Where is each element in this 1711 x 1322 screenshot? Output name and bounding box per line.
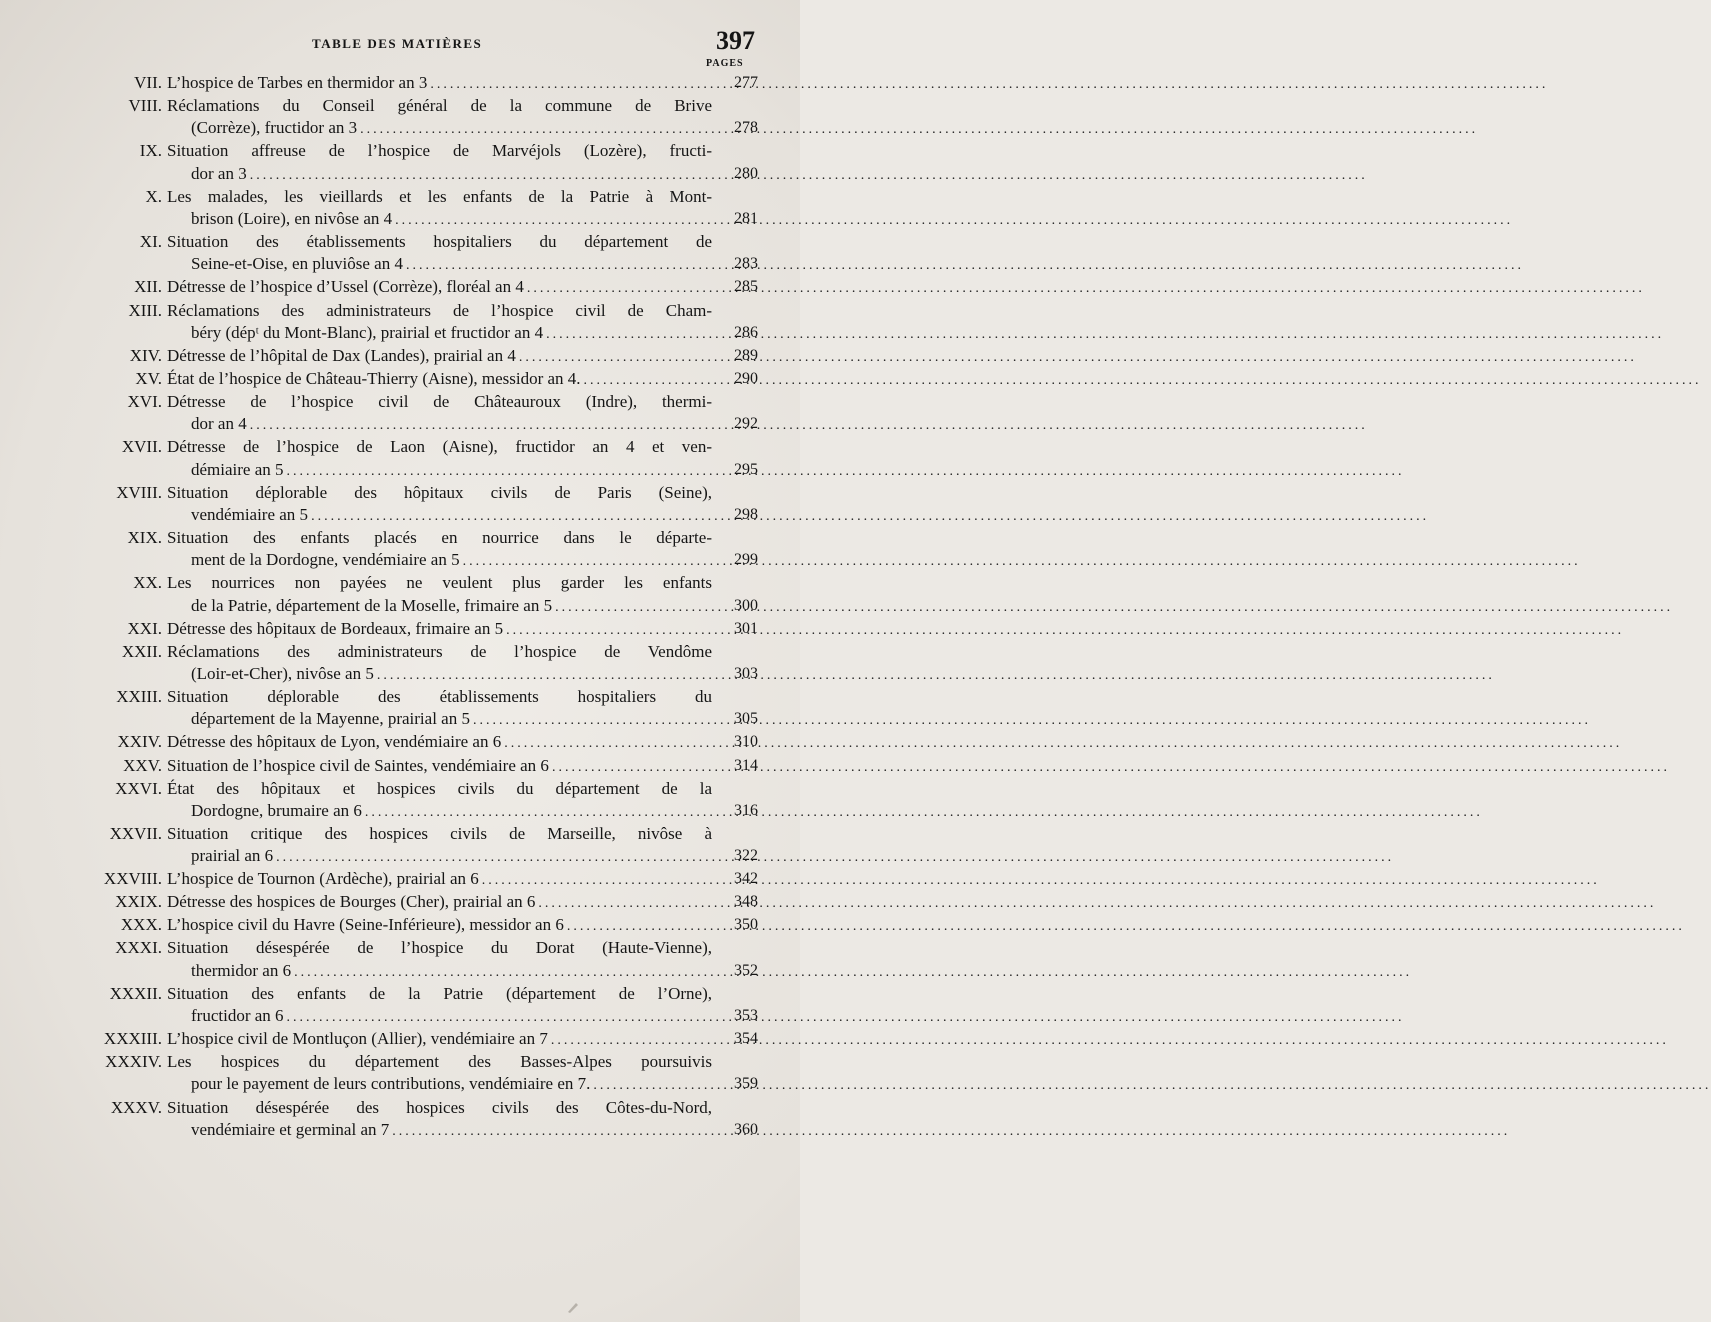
document-page [0, 0, 800, 1322]
toc-entry-line-text: Réclamations des administrateurs de l’hospice civil de Cham- [167, 300, 712, 320]
toc-entry-line [167, 1051, 712, 1073]
toc-entry [0, 755, 800, 777]
toc-entry-line-text: fructidor an 6 [191, 1006, 284, 1026]
toc-entry-page: 353 [734, 1007, 758, 1025]
toc-entry-page: 305 [734, 710, 758, 728]
toc-entry-line [167, 345, 712, 367]
toc-entry-number: XII. [134, 277, 162, 297]
toc-entry-number: XXXIV. [105, 1052, 162, 1072]
ink-mark-icon [566, 1300, 580, 1314]
toc-entry-line-text: L’hospice de Tarbes en thermidor an 3 [167, 73, 428, 92]
toc-entry-page: 280 [734, 164, 758, 182]
dot-leader [392, 1121, 1510, 1143]
toc-entry-line-text: Situation déplorable des hôpitaux civils de Paris (Seine), [167, 482, 712, 502]
toc-entry [0, 983, 800, 1028]
toc-entry-line [167, 1005, 712, 1027]
toc-entry-line [167, 549, 712, 571]
toc-entry-line-text: Seine-et-Oise, en pluviôse an 4 [191, 254, 403, 274]
toc-entry-title [167, 140, 712, 185]
toc-entry [0, 914, 800, 936]
toc-entry [0, 1051, 800, 1096]
toc-entry-line [167, 731, 712, 753]
toc-entry-line-text: département de la Mayenne, prairial an 5 [191, 709, 470, 729]
dot-leader [527, 278, 1645, 300]
toc-entry-page: 354 [734, 1030, 758, 1048]
toc-entry-line [167, 845, 712, 867]
toc-entry-title [167, 731, 712, 753]
toc-entry-line-text: Les nourrices non payées ne veulent plus garder les enfants [167, 573, 712, 593]
toc-entry-number: XXXI. [115, 938, 162, 958]
toc-entry-line [167, 800, 712, 822]
toc-entry-line [167, 413, 712, 435]
toc-entry-number: XXII. [121, 641, 162, 661]
toc-entry-line [167, 1119, 712, 1141]
page-number: 397 [716, 26, 755, 55]
toc-entry-title [167, 755, 712, 777]
dot-leader [430, 74, 1548, 96]
toc-entry-page: 278 [734, 119, 758, 137]
toc-entry-line-text: Situation désespérée de l’hospice du Dorat (Haute-Vienne), [167, 938, 712, 958]
toc-entry-number: XXVI. [115, 778, 162, 798]
toc-entry-number: XVI. [127, 391, 162, 411]
toc-entry-line-text: L’hospice de Tournon (Ardèche), prairial an 6 [167, 869, 479, 889]
toc-entry-number: VIII. [128, 96, 162, 116]
toc-entry-number: XV. [135, 368, 162, 388]
toc-entry-page: 285 [734, 278, 758, 296]
toc-entry-line-text: Réclamations des administrateurs de l’hospice de Vendôme [167, 641, 712, 661]
toc-entry-number: VII. [134, 73, 162, 92]
toc-entry-line [167, 960, 712, 982]
toc-entry-page: 301 [734, 619, 758, 637]
toc-entry-line-text: béry (dépᵗ du Mont-Blanc), prairial et fructidor an 4 [191, 322, 544, 342]
toc-entry-title [167, 482, 712, 527]
toc-entry-line [167, 391, 712, 413]
toc-entry [0, 823, 800, 868]
toc-entry-line [167, 778, 712, 800]
toc-entry-line-text: Situation critique des hospices civils de Marseille, nivôse à [167, 823, 712, 843]
toc-entry-line-text: Situation des enfants de la Patrie (département de l’Orne), [167, 983, 712, 1003]
toc-entry-line-text: démiaire an 5 [191, 459, 284, 479]
toc-entry-title [167, 527, 712, 572]
toc-entry-title [167, 572, 712, 617]
toc-entry-number: XXI. [127, 618, 162, 638]
toc-entry-page: 298 [734, 505, 758, 523]
toc-entry [0, 186, 800, 231]
toc-entry-line [167, 937, 712, 959]
toc-entry-line-text: vendémiaire an 5 [191, 504, 309, 524]
toc-entry-page: 286 [734, 323, 758, 341]
toc-entry-number: X. [145, 186, 162, 206]
dot-leader [482, 870, 1600, 892]
toc-entry-line [167, 708, 712, 730]
toc-entry-line-text: L’hospice civil du Havre (Seine-Inférieure), messidor an 6 [167, 915, 564, 935]
toc-entry-line [167, 891, 712, 913]
page-header [0, 26, 800, 66]
toc-entry-line [167, 231, 712, 253]
toc-entry-line-text: de la Patrie, département de la Moselle, frimaire an 5 [191, 595, 553, 615]
toc-entry-number: XXVIII. [103, 869, 162, 889]
toc-entry-title [167, 276, 712, 298]
dot-leader [377, 665, 1495, 687]
toc-entry-line [167, 300, 712, 322]
toc-entry-page: 342 [734, 870, 758, 888]
toc-entry-line [167, 276, 712, 298]
toc-entry [0, 618, 800, 640]
toc-entry-title [167, 436, 712, 481]
toc-entry [0, 731, 800, 753]
toc-entry-line-text: Dordogne, brumaire an 6 [191, 800, 362, 820]
toc-entry-line-text: Les malades, les vieillards et les enfants de la Patrie à Mont- [167, 186, 712, 206]
toc-entry-page: 316 [734, 801, 758, 819]
toc-entry-line-text: Détresse de l’hôpital de Dax (Landes), prairial an 4 [167, 345, 516, 365]
toc-entry [0, 368, 800, 390]
toc-entry-line-text: Situation des enfants placés en nourrice dans le départe- [167, 528, 712, 547]
toc-entry [0, 436, 800, 481]
toc-entry-number: XXIII. [116, 687, 162, 707]
toc-entry-line [167, 1073, 712, 1095]
toc-entry-number: XXXIII. [103, 1029, 162, 1049]
dot-leader [506, 620, 1624, 642]
toc-entry-line-text: État de l’hospice de Château-Thierry (Aisne), messidor an 4. [167, 368, 581, 388]
dot-leader [406, 255, 1524, 277]
dot-leader [546, 324, 1664, 346]
toc-entry-line [167, 1028, 712, 1050]
dot-leader [250, 415, 1368, 437]
toc-entry [0, 572, 800, 617]
dot-leader [360, 119, 1478, 141]
toc-entry-title [167, 300, 712, 345]
toc-entry-page: 359 [734, 1075, 758, 1093]
toc-entry-line-text: dor an 3 [191, 163, 247, 183]
toc-entry-title [167, 686, 712, 731]
toc-entry [0, 140, 800, 185]
toc-entry-page: 295 [734, 460, 758, 478]
toc-entry-title [167, 231, 712, 276]
toc-entry-line [167, 186, 712, 208]
dot-leader [276, 847, 1394, 869]
toc-entry-line [167, 686, 712, 708]
toc-entry-line-text: Détresse des hospices de Bourges (Cher), prairial an 6 [167, 892, 536, 912]
toc-entry-line-text: dor an 4 [191, 414, 247, 434]
toc-entry-line-text: ment de la Dordogne, vendémiaire an 5 [191, 550, 460, 570]
toc-entry-page: 350 [734, 916, 758, 934]
toc-entry-page: 290 [734, 369, 758, 387]
toc-entry-title [167, 1028, 712, 1050]
dot-leader [593, 1075, 1711, 1097]
toc-entry-number: IX. [139, 141, 162, 161]
toc-entry-number: XXV. [123, 755, 162, 775]
toc-entry-line [167, 823, 712, 845]
toc-entry-line [167, 117, 712, 139]
toc-entry [0, 1097, 800, 1142]
toc-entry [0, 937, 800, 982]
toc-entry-line-text: Situation déplorable des établissements hospitaliers du [167, 687, 712, 707]
toc-entry-line [167, 482, 712, 504]
toc-entry [0, 641, 800, 686]
toc-entry [0, 276, 800, 298]
toc-entry-page: 310 [734, 733, 758, 751]
toc-entry-number: XIII. [128, 300, 162, 320]
toc-entry-page: 281 [734, 210, 758, 228]
toc-entry-page: 314 [734, 756, 758, 774]
toc-entry-title [167, 891, 712, 913]
toc-entry-line-text: Situation désespérée des hospices civils des Côtes-du-Nord, [167, 1097, 712, 1117]
toc-entry [0, 300, 800, 345]
toc-entry-number: XXXII. [109, 983, 162, 1003]
toc-entry-title [167, 186, 712, 231]
toc-entry-line [167, 95, 712, 117]
dot-leader [519, 347, 1637, 369]
toc-entry-line [167, 368, 712, 390]
toc-entry-page: 283 [734, 255, 758, 273]
toc-entry-title [167, 1097, 712, 1142]
toc-entry-line-text: Situation affreuse de l’hospice de Marvéjols (Lozère), fructi- [167, 141, 712, 161]
toc-entry-line-text: Détresse de l’hospice de Laon (Aisne), fructidor an 4 et ven- [167, 437, 712, 457]
toc-entry-line [167, 322, 712, 344]
toc-entry-line [167, 140, 712, 162]
toc-entry-line [167, 1097, 712, 1119]
dot-leader [473, 710, 1591, 732]
toc-entry-line-text: Détresse des hôpitaux de Bordeaux, frimaire an 5 [167, 618, 504, 638]
toc-entry [0, 527, 800, 572]
pages-column-label: PAGES [706, 58, 744, 69]
toc-entry-number: XXX. [120, 915, 162, 935]
toc-entry-title [167, 914, 712, 936]
toc-entry-line [167, 914, 712, 936]
toc-entry-title [167, 618, 712, 640]
toc-entry-number: XXXV. [110, 1097, 162, 1117]
toc-entry-title [167, 983, 712, 1028]
toc-entry-number: XXVII. [109, 823, 162, 843]
toc-entry-line-text: Détresse de l’hospice d’Ussel (Corrèze), floréal an 4 [167, 277, 524, 297]
toc-entry [0, 95, 800, 140]
dot-leader [250, 165, 1368, 187]
toc-entry-title [167, 937, 712, 982]
toc-entry-title [167, 368, 712, 390]
toc-entry-line [167, 208, 712, 230]
toc-entry-line-text: Les hospices du département des Basses-Alpes poursuivis [167, 1052, 712, 1072]
toc-entry-page: 352 [734, 961, 758, 979]
toc-entry-line-text: thermidor an 6 [191, 960, 292, 980]
dot-leader [287, 461, 1405, 483]
toc-entry-line-text: État des hôpitaux et hospices civils du département de la [167, 778, 712, 798]
toc-entry-page: 289 [734, 346, 758, 364]
toc-entry-line-text: (Loir-et-Cher), nivôse an 5 [191, 664, 374, 684]
toc-entry-line [167, 163, 712, 185]
toc-entry-line [167, 618, 712, 640]
toc-entry-line-text: Détresse des hôpitaux de Lyon, vendémiaire an 6 [167, 732, 502, 752]
toc-entry-title [167, 345, 712, 367]
toc-entry-page: 299 [734, 551, 758, 569]
toc-entry-line [167, 436, 712, 458]
running-title: TABLE DES MATIÈRES [312, 36, 483, 51]
toc-entry-line [167, 595, 712, 617]
toc-entry-page: 300 [734, 596, 758, 614]
dot-leader [463, 551, 1581, 573]
toc-entry-number: XIX. [127, 528, 162, 547]
toc-entry-line-text: Situation des établissements hospitaliers du département de [167, 232, 712, 252]
toc-entry-title [167, 641, 712, 686]
toc-entry-number: XXIV. [117, 732, 162, 752]
toc-entry-page: 292 [734, 415, 758, 433]
toc-entry-line [167, 983, 712, 1005]
toc-entry-number: XIV. [129, 345, 162, 365]
toc-entry-page: 277 [734, 74, 758, 91]
toc-entry-title [167, 95, 712, 140]
toc-entry-line-text: vendémiaire et germinal an 7 [191, 1119, 390, 1139]
toc-entry-line-text: pour le payement de leurs contributions, vendémiaire en 7. [191, 1074, 591, 1094]
toc-entry-line [167, 663, 712, 685]
toc-entry-line [167, 641, 712, 663]
toc-entry-title [167, 391, 712, 436]
toc-entry [0, 231, 800, 276]
toc-entry-page: 348 [734, 893, 758, 911]
toc-entry-number: XVIII. [116, 482, 162, 502]
toc-entry-number: XI. [139, 232, 162, 252]
dot-leader [311, 506, 1429, 528]
toc-entry [0, 482, 800, 527]
dot-leader [294, 962, 1412, 984]
toc-entry-line-text: L’hospice civil de Montluçon (Allier), vendémiaire an 7 [167, 1029, 548, 1049]
toc-entry-line-text: Détresse de l’hospice civil de Châteauroux (Indre), thermi- [167, 391, 712, 411]
toc-entry [0, 868, 800, 890]
toc-entry [0, 1028, 800, 1050]
toc-entry-title [167, 72, 712, 94]
toc-entry-line-text: prairial an 6 [191, 846, 274, 866]
toc-entry-line [167, 527, 712, 549]
toc-entry-page: 360 [734, 1120, 758, 1138]
toc-entry-line [167, 755, 712, 777]
toc-entry [0, 391, 800, 436]
toc-entry-title [167, 778, 712, 823]
toc-entry-title [167, 823, 712, 868]
dot-leader [504, 733, 1622, 755]
toc-entry [0, 345, 800, 367]
toc-entry-line [167, 253, 712, 275]
dot-leader [365, 802, 1483, 824]
toc-entry-title [167, 1051, 712, 1096]
dot-leader [395, 210, 1513, 232]
toc-entry-line-text: Réclamations du Conseil général de la commune de Brive [167, 96, 712, 116]
toc-entry-line [167, 868, 712, 890]
toc-entry-number: XVII. [121, 437, 162, 457]
toc-entry-title [167, 868, 712, 890]
toc-entry [0, 72, 800, 94]
toc-entry-line [167, 72, 712, 94]
toc-entry [0, 686, 800, 731]
toc-entry-line [167, 504, 712, 526]
toc-entry-line-text: brison (Loire), en nivôse an 4 [191, 209, 393, 229]
toc-entry-page: 303 [734, 665, 758, 683]
toc-entry-line-text: (Corrèze), fructidor an 3 [191, 118, 358, 138]
toc-entry-page: 322 [734, 847, 758, 865]
toc-entry [0, 891, 800, 913]
toc-entry-number: XX. [133, 573, 162, 593]
toc-entry-line-text: Situation de l’hospice civil de Saintes, vendémiaire an 6 [167, 755, 549, 775]
toc-entry [0, 778, 800, 823]
toc-entry-number: XXIX. [115, 892, 162, 912]
toc-entry-line [167, 459, 712, 481]
dot-leader [538, 893, 1656, 915]
dot-leader [287, 1007, 1405, 1029]
toc-entry-line [167, 572, 712, 594]
